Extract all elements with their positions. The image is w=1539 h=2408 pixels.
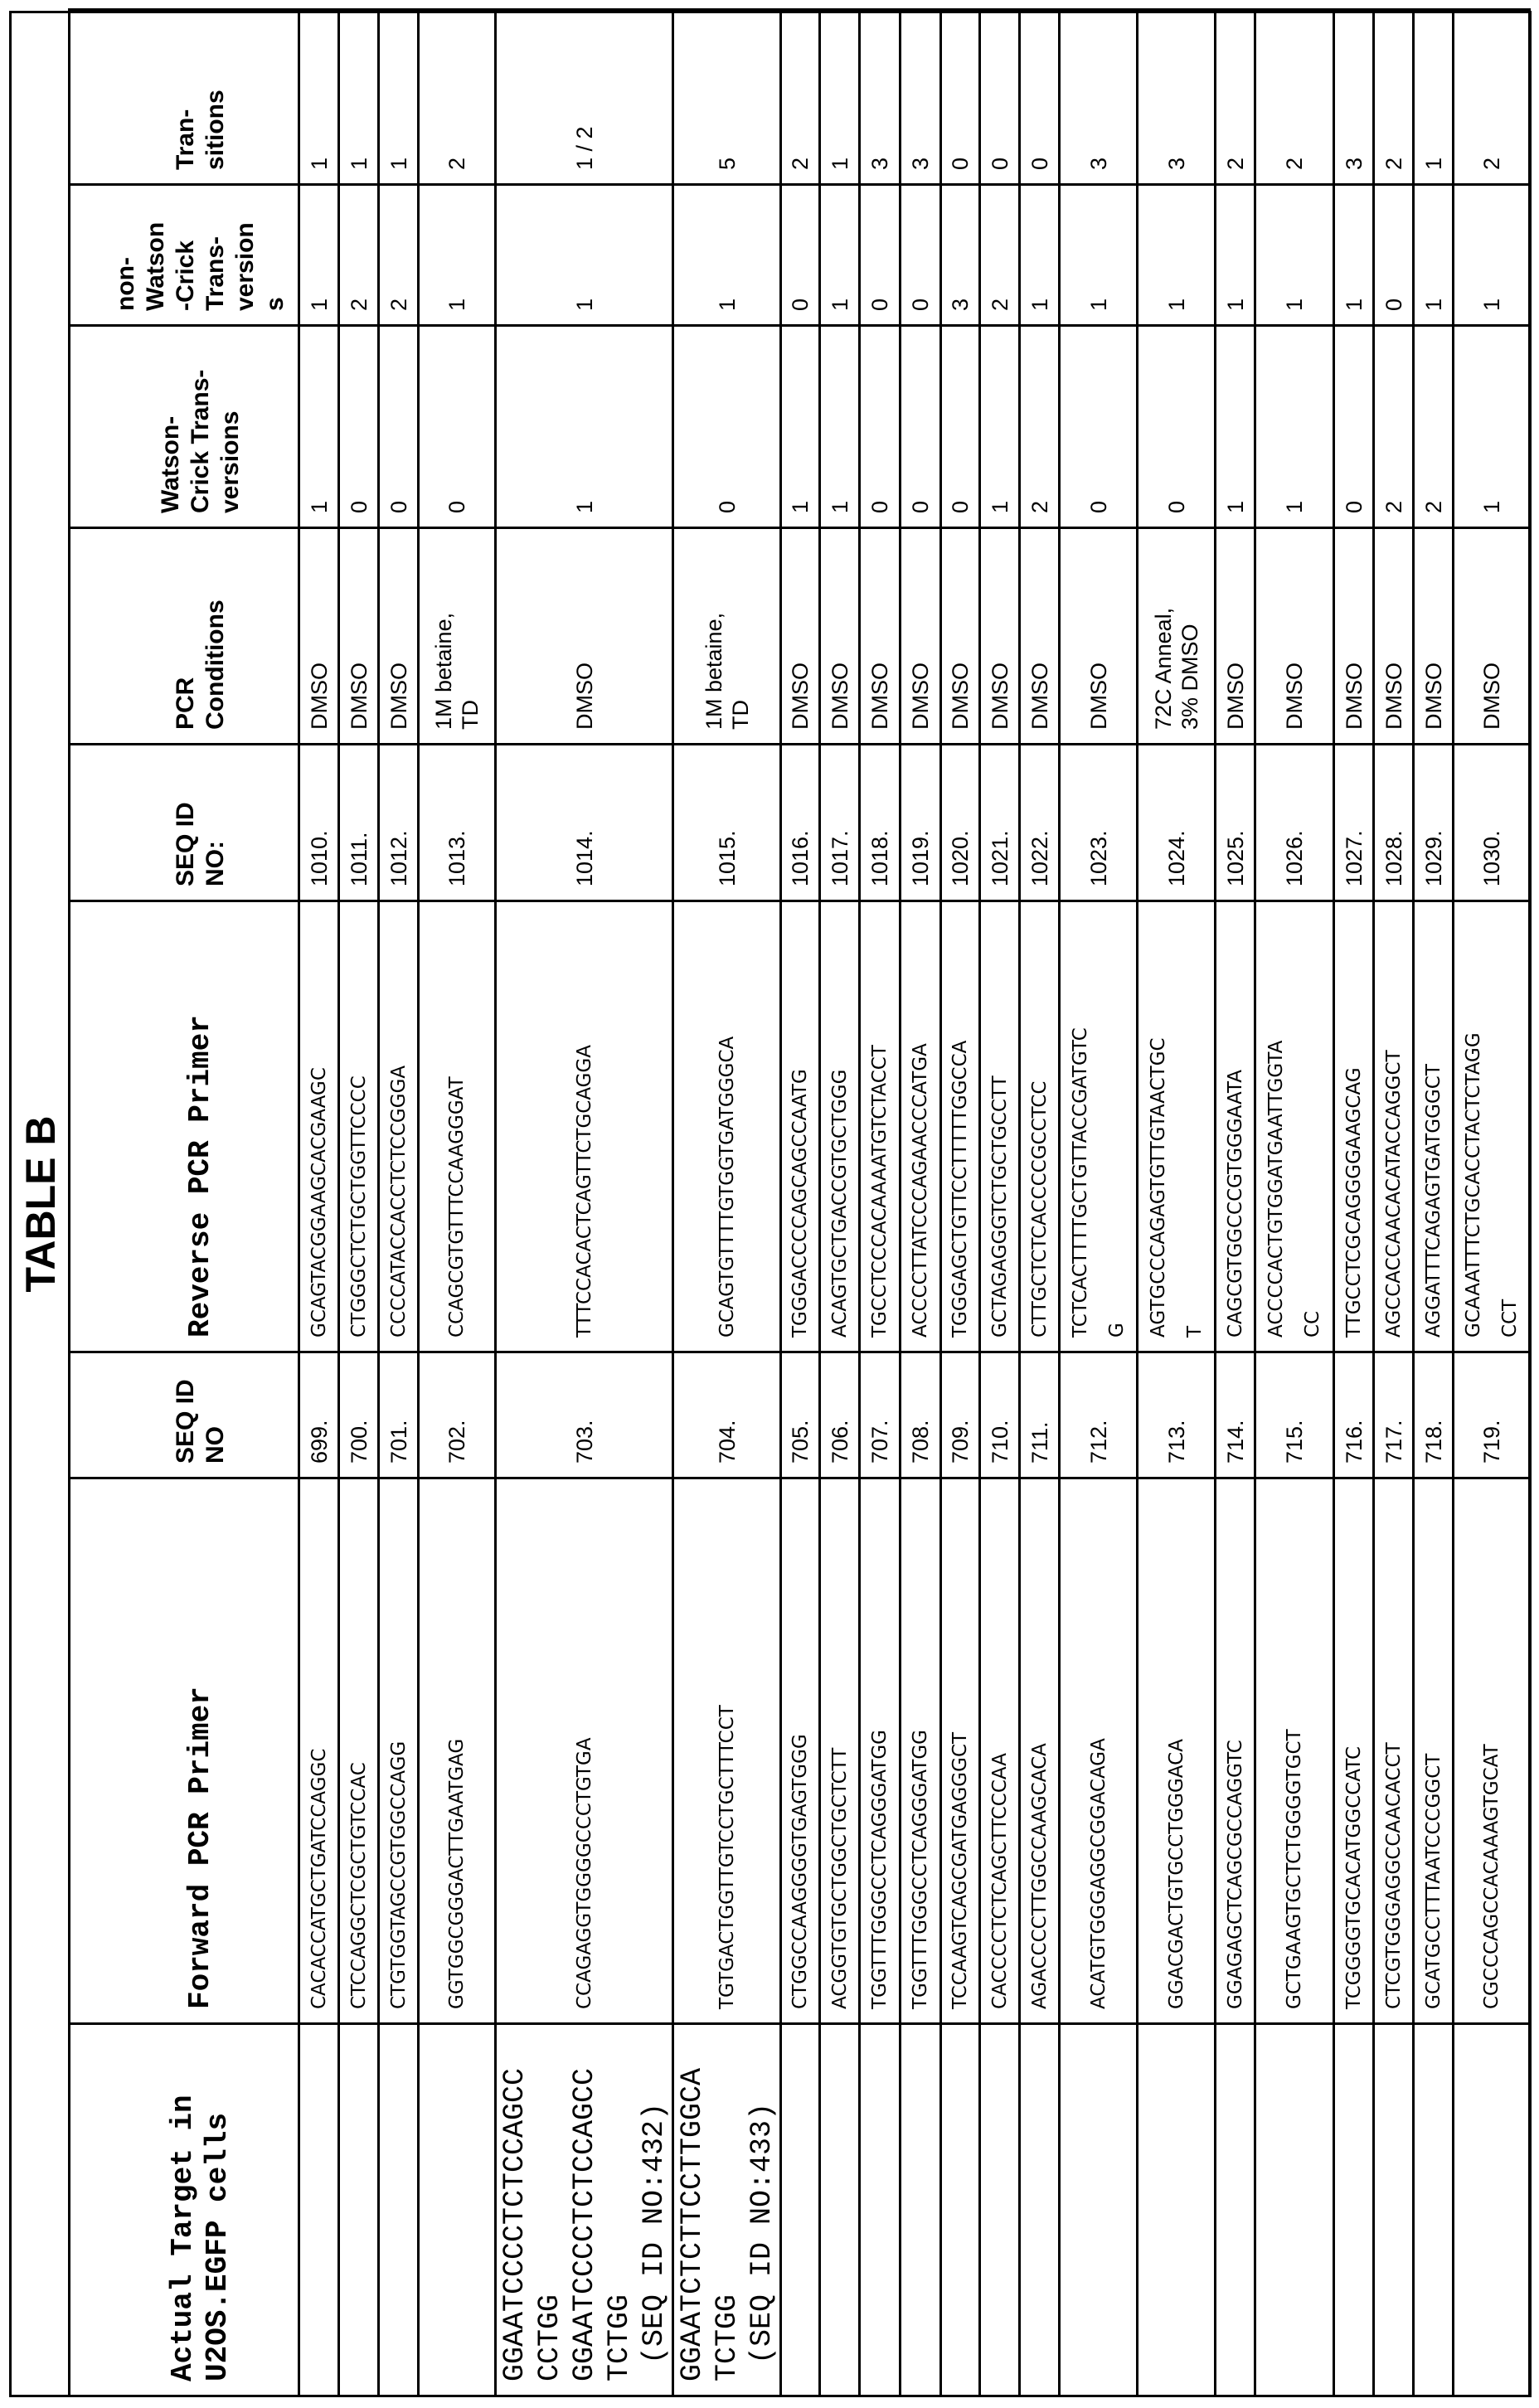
reverse-seq-id-cell: 1022. [1020, 745, 1060, 901]
transitions-cell: 2 [1374, 10, 1414, 185]
forward-seq-id-cell: 716. [1334, 1352, 1374, 1478]
forward-seq-id-cell: 699. [299, 1352, 339, 1478]
reverse-seq-id-cell: 1017. [820, 745, 860, 901]
table-row [1414, 10, 1454, 2396]
header-forward-primer: Forward PCR Primer [70, 1478, 299, 2024]
actual-target-cell [781, 2024, 820, 2396]
reverse-seq-id-cell: 1019. [901, 745, 941, 901]
transitions-cell: 1 [379, 10, 419, 185]
pcr-conditions-cell: DMSO [1334, 528, 1374, 745]
table-title: TABLE B [9, 11, 70, 2397]
nonwc-transversions-cell: 0 [860, 185, 901, 326]
pcr-conditions-cell: DMSO [1374, 528, 1414, 745]
pcr-conditions-cell: DMSO [339, 528, 379, 745]
forward-primer-cell: ACGGTGTGCTGGCTGCTCTT [820, 1478, 860, 2024]
reverse-primer-cell: TGCCTCCCACAAAATGTCTACCT [860, 901, 901, 1352]
actual-target-cell [419, 2024, 496, 2396]
nonwc-transversions-cell: 0 [1374, 185, 1414, 326]
pcr-conditions-cell: DMSO [781, 528, 820, 745]
nonwc-transversions-cell: 1 [1020, 185, 1060, 326]
reverse-primer-cell: AGCCACCAACACATACCAGGCT [1374, 901, 1414, 1352]
forward-seq-id-cell: 700. [339, 1352, 379, 1478]
actual-target-cell [860, 2024, 901, 2396]
nonwc-transversions-cell: 1 [673, 185, 781, 326]
forward-primer-cell: CGCCCAGCCACAAAGTGCAT [1454, 1478, 1530, 2024]
forward-seq-id-cell: 712. [1060, 1352, 1138, 1478]
transitions-cell: 1 [299, 10, 339, 185]
table-row [496, 10, 673, 2396]
transitions-cell: 2 [1255, 10, 1334, 185]
forward-seq-id-cell: 717. [1374, 1352, 1414, 1478]
wc-transversions-cell: 2 [1020, 326, 1060, 528]
actual-target-cell [941, 2024, 980, 2396]
forward-seq-id-cell: 710. [980, 1352, 1020, 1478]
reverse-seq-id-cell: 1020. [941, 745, 980, 901]
transitions-cell: 2 [781, 10, 820, 185]
wc-transversions-cell: 0 [941, 326, 980, 528]
reverse-primer-cell: AGGATTTCAGAGTGATGGGCT [1414, 901, 1454, 1352]
reverse-primer-cell: TTTCCACACTCAGTTCTGCAGGA [496, 901, 673, 1352]
forward-seq-id-cell: 715. [1255, 1352, 1334, 1478]
forward-seq-id-cell: 705. [781, 1352, 820, 1478]
wc-transversions-cell: 0 [673, 326, 781, 528]
transitions-cell: 1 [1414, 10, 1454, 185]
actual-target-cell [980, 2024, 1020, 2396]
wc-transversions-cell: 0 [1138, 326, 1216, 528]
reverse-seq-id-cell: 1030. [1454, 745, 1530, 901]
transitions-cell: 0 [980, 10, 1020, 185]
nonwc-transversions-cell: 2 [339, 185, 379, 326]
reverse-seq-id-cell: 1018. [860, 745, 901, 901]
nonwc-transversions-cell: 0 [781, 185, 820, 326]
wc-transversions-cell: 0 [1060, 326, 1138, 528]
forward-primer-cell: TGGTTTGGGCCTCAGGGATGG [901, 1478, 941, 2024]
wc-transversions-cell: 1 [496, 326, 673, 528]
forward-primer-cell: GGACGACTGTGCCTGGGACA [1138, 1478, 1216, 2024]
reverse-primer-cell: TCTCACTTTTGCTGTTACCGATGTC G [1060, 901, 1138, 1352]
forward-primer-cell: CACACCATGCTGATCCAGGC [299, 1478, 339, 2024]
pcr-conditions-cell: DMSO [1216, 528, 1255, 745]
pcr-conditions-cell: 1M betaine, TD [419, 528, 496, 745]
forward-primer-cell: TCGGGGTGCACATGGCCATC [1334, 1478, 1374, 2024]
reverse-seq-id-cell: 1010. [299, 745, 339, 901]
actual-target-cell [379, 2024, 419, 2396]
nonwc-transversions-cell: 1 [1255, 185, 1334, 326]
table-row [1454, 10, 1530, 2396]
pcr-conditions-cell: DMSO [941, 528, 980, 745]
table-row [419, 10, 496, 2396]
forward-primer-cell: ACATGTGGGAGGCGGACAGA [1060, 1478, 1138, 2024]
reverse-seq-id-cell: 1024. [1138, 745, 1216, 901]
wc-transversions-cell: 0 [419, 326, 496, 528]
table-row [941, 10, 980, 2396]
table-row [781, 10, 820, 2396]
forward-seq-id-cell: 713. [1138, 1352, 1216, 1478]
nonwc-transversions-cell: 1 [1334, 185, 1374, 326]
forward-seq-id-cell: 714. [1216, 1352, 1255, 1478]
wc-transversions-cell: 1 [781, 326, 820, 528]
reverse-primer-cell: TGGGACCCCAGCAGCCAATG [781, 901, 820, 1352]
transitions-cell: 1 / 2 [496, 10, 673, 185]
pcr-conditions-cell: DMSO [901, 528, 941, 745]
actual-target-cell [820, 2024, 860, 2396]
reverse-primer-cell: ACCCCTTATCCCAGAACCCATGA [901, 901, 941, 1352]
actual-target-cell [299, 2024, 339, 2396]
table-row [1374, 10, 1414, 2396]
rotated-table-page [0, 0, 1539, 2408]
forward-seq-id-cell: 718. [1414, 1352, 1454, 1478]
wc-transversions-cell: 1 [1454, 326, 1530, 528]
actual-target-cell [1454, 2024, 1530, 2396]
forward-primer-cell: GGTGGCGGGACTTGAATGAG [419, 1478, 496, 2024]
pcr-conditions-cell: DMSO [1020, 528, 1060, 745]
reverse-seq-id-cell: 1016. [781, 745, 820, 901]
nonwc-transversions-cell: 1 [419, 185, 496, 326]
reverse-primer-cell: ACAGTGCTGACCGTGCTGGG [820, 901, 860, 1352]
transitions-cell: 2 [1216, 10, 1255, 185]
wc-transversions-cell: 0 [379, 326, 419, 528]
wc-transversions-cell: 2 [1414, 326, 1454, 528]
pcr-conditions-cell: DMSO [1454, 528, 1530, 745]
reverse-seq-id-cell: 1027. [1334, 745, 1374, 901]
reverse-seq-id-cell: 1021. [980, 745, 1020, 901]
pcr-conditions-cell: DMSO [299, 528, 339, 745]
table-row [1216, 10, 1255, 2396]
wc-transversions-cell: 2 [1374, 326, 1414, 528]
transitions-cell: 2 [1454, 10, 1530, 185]
table-row [1020, 10, 1060, 2396]
forward-primer-cell: CACCCCTCTCAGCTTCCCAA [980, 1478, 1020, 2024]
forward-seq-id-cell: 709. [941, 1352, 980, 1478]
header-row [70, 10, 299, 2396]
table-row [673, 10, 781, 2396]
wc-transversions-cell: 0 [339, 326, 379, 528]
forward-primer-cell: CCAGAGGTGGGGCCCTGTGA [496, 1478, 673, 2024]
forward-seq-id-cell: 706. [820, 1352, 860, 1478]
actual-target-cell [1020, 2024, 1060, 2396]
pcr-conditions-cell: DMSO [1414, 528, 1454, 745]
pcr-conditions-cell: DMSO [1255, 528, 1334, 745]
wc-transversions-cell: 1 [980, 326, 1020, 528]
forward-primer-cell: GGAGAGCTCAGCGCCAGGTC [1216, 1478, 1255, 2024]
table-row [980, 10, 1020, 2396]
pcr-conditions-cell: DMSO [820, 528, 860, 745]
header-actual-target: Actual Target in U2OS.EGFP cells [70, 2024, 299, 2396]
reverse-primer-cell: AGTGCCCAGAGTGTTGTAACTGC T [1138, 901, 1216, 1352]
nonwc-transversions-cell: 1 [1216, 185, 1255, 326]
actual-target-cell [1414, 2024, 1454, 2396]
header-pcr-conditions: PCR Conditions [70, 528, 299, 745]
transitions-cell: 3 [1060, 10, 1138, 185]
forward-seq-id-cell: 719. [1454, 1352, 1530, 1478]
actual-target-cell [1060, 2024, 1138, 2396]
nonwc-transversions-cell: 0 [901, 185, 941, 326]
header-reverse-primer: Reverse PCR Primer [70, 901, 299, 1352]
reverse-primer-cell: CCAGCGTGTTTCCAAGGGAT [419, 901, 496, 1352]
actual-target-cell [1255, 2024, 1334, 2396]
forward-primer-cell: TGTGACTGGTTGTCCTGCTTTCCT [673, 1478, 781, 2024]
forward-seq-id-cell: 703. [496, 1352, 673, 1478]
nonwc-transversions-cell: 1 [299, 185, 339, 326]
table-row [379, 10, 419, 2396]
reverse-seq-id-cell: 1023. [1060, 745, 1138, 901]
forward-primer-cell: TCCAAGTCAGCGATGAGGGCT [941, 1478, 980, 2024]
wc-transversions-cell: 0 [860, 326, 901, 528]
wc-transversions-cell: 1 [1216, 326, 1255, 528]
actual-target-cell [1216, 2024, 1255, 2396]
transitions-cell: 1 [820, 10, 860, 185]
reverse-primer-cell: GCAGTGTTTTGTGGTGATGGGCA [673, 901, 781, 1352]
reverse-primer-cell: TTGCCTCGCAGGGGAAGCAG [1334, 901, 1374, 1352]
forward-primer-cell: CTCGTGGGAGGCCAACACCT [1374, 1478, 1414, 2024]
transitions-cell: 2 [419, 10, 496, 185]
forward-primer-cell: TGGTTTGGGCCTCAGGGATGG [860, 1478, 901, 2024]
table-row [860, 10, 901, 2396]
forward-primer-cell: GCATGCCTTTAATCCCGGCT [1414, 1478, 1454, 2024]
reverse-seq-id-cell: 1025. [1216, 745, 1255, 901]
pcr-conditions-cell: DMSO [980, 528, 1020, 745]
reverse-primer-cell: CCCCATACCACCTCTCCGGGA [379, 901, 419, 1352]
pcr-conditions-cell: 1M betaine, TD [673, 528, 781, 745]
forward-primer-cell: CTGTGGTAGCCGTGGCCAGG [379, 1478, 419, 2024]
table-row [820, 10, 860, 2396]
wc-transversions-cell: 1 [299, 326, 339, 528]
reverse-primer-cell: GCAGTACGGAAGCACGAAGC [299, 901, 339, 1352]
transitions-cell: 3 [1138, 10, 1216, 185]
nonwc-transversions-cell: 1 [1414, 185, 1454, 326]
actual-target-cell [1374, 2024, 1414, 2396]
actual-target-cell: GGAATCCCCTCTCCAGCC CCTGG GGAATCCCCTCTCCAGCC TCTGG (SEQ ID NO:432) [496, 2024, 673, 2396]
forward-primer-cell: CTCCAGGCTCGCTGTCCAC [339, 1478, 379, 2024]
pcr-conditions-cell: 72C Anneal, 3% DMSO [1138, 528, 1216, 745]
nonwc-transversions-cell: 3 [941, 185, 980, 326]
table-row [1334, 10, 1374, 2396]
header-reverse-seq-id: SEQ ID NO: [70, 745, 299, 901]
table-row [339, 10, 379, 2396]
transitions-cell: 3 [901, 10, 941, 185]
transitions-cell: 3 [1334, 10, 1374, 185]
forward-primer-cell: CTGGCCAAGGGGTGAGTGGG [781, 1478, 820, 2024]
reverse-primer-cell: GCTAGAGGGTCTGCTGCCTT [980, 901, 1020, 1352]
forward-seq-id-cell: 707. [860, 1352, 901, 1478]
forward-seq-id-cell: 701. [379, 1352, 419, 1478]
nonwc-transversions-cell: 1 [820, 185, 860, 326]
forward-seq-id-cell: 702. [419, 1352, 496, 1478]
reverse-seq-id-cell: 1013. [419, 745, 496, 901]
actual-target-cell [1334, 2024, 1374, 2396]
reverse-seq-id-cell: 1015. [673, 745, 781, 901]
forward-seq-id-cell: 704. [673, 1352, 781, 1478]
transitions-cell: 3 [860, 10, 901, 185]
reverse-seq-id-cell: 1028. [1374, 745, 1414, 901]
wc-transversions-cell: 0 [1334, 326, 1374, 528]
pcr-conditions-cell: DMSO [496, 528, 673, 745]
reverse-seq-id-cell: 1012. [379, 745, 419, 901]
transitions-cell: 0 [941, 10, 980, 185]
forward-primer-cell: AGACCCCTTGGCCAAGCACA [1020, 1478, 1060, 2024]
nonwc-transversions-cell: 1 [1060, 185, 1138, 326]
transitions-cell: 0 [1020, 10, 1060, 185]
actual-target-cell [339, 2024, 379, 2396]
nonwc-transversions-cell: 2 [980, 185, 1020, 326]
pcr-conditions-cell: DMSO [379, 528, 419, 745]
nonwc-transversions-cell: 2 [379, 185, 419, 326]
primer-table [68, 8, 1531, 2397]
wc-transversions-cell: 0 [901, 326, 941, 528]
reverse-seq-id-cell: 1011. [339, 745, 379, 901]
reverse-primer-cell: GCAAATTTCTGCACCTACTCTAGG CCT [1454, 901, 1530, 1352]
reverse-primer-cell: ACCCCACTGTGGATGAATTGGTA CC [1255, 901, 1334, 1352]
header-nonwc-transversions: non- Watson -Crick Trans- version s [70, 185, 299, 326]
nonwc-transversions-cell: 1 [1138, 185, 1216, 326]
header-wc-transversions: Watson- Crick Trans- versions [70, 326, 299, 528]
actual-target-cell [901, 2024, 941, 2396]
actual-target-cell: GGAATCTCTTCCTTGGCA TCTGG (SEQ ID NO:433) [673, 2024, 781, 2396]
reverse-primer-cell: CAGCGTGGCCCGTGGGAATA [1216, 901, 1255, 1352]
reverse-primer-cell: CTGGGCTCTGCTGGTTCCCC [339, 901, 379, 1352]
pcr-conditions-cell: DMSO [1060, 528, 1138, 745]
header-forward-seq-id: SEQ ID NO [70, 1352, 299, 1478]
table-row [1138, 10, 1216, 2396]
transitions-cell: 5 [673, 10, 781, 185]
table-row [901, 10, 941, 2396]
reverse-seq-id-cell: 1026. [1255, 745, 1334, 901]
wc-transversions-cell: 1 [1255, 326, 1334, 528]
forward-seq-id-cell: 708. [901, 1352, 941, 1478]
reverse-seq-id-cell: 1029. [1414, 745, 1454, 901]
nonwc-transversions-cell: 1 [496, 185, 673, 326]
actual-target-cell [1138, 2024, 1216, 2396]
table-body [299, 10, 1530, 2396]
table-row [1060, 10, 1138, 2396]
reverse-primer-cell: TGGGAGCTGTTCCTTTTTGGCCA [941, 901, 980, 1352]
pcr-conditions-cell: DMSO [860, 528, 901, 745]
reverse-seq-id-cell: 1014. [496, 745, 673, 901]
forward-seq-id-cell: 711. [1020, 1352, 1060, 1478]
table-row [1255, 10, 1334, 2396]
header-transitions: Tran- sitions [70, 10, 299, 185]
reverse-primer-cell: CTTGCTCTCACCCCGCCTCC [1020, 901, 1060, 1352]
forward-primer-cell: GCTGAAGTGCTCTGGGGTGCT [1255, 1478, 1334, 2024]
nonwc-transversions-cell: 1 [1454, 185, 1530, 326]
wc-transversions-cell: 1 [820, 326, 860, 528]
table-row [299, 10, 339, 2396]
transitions-cell: 1 [339, 10, 379, 185]
